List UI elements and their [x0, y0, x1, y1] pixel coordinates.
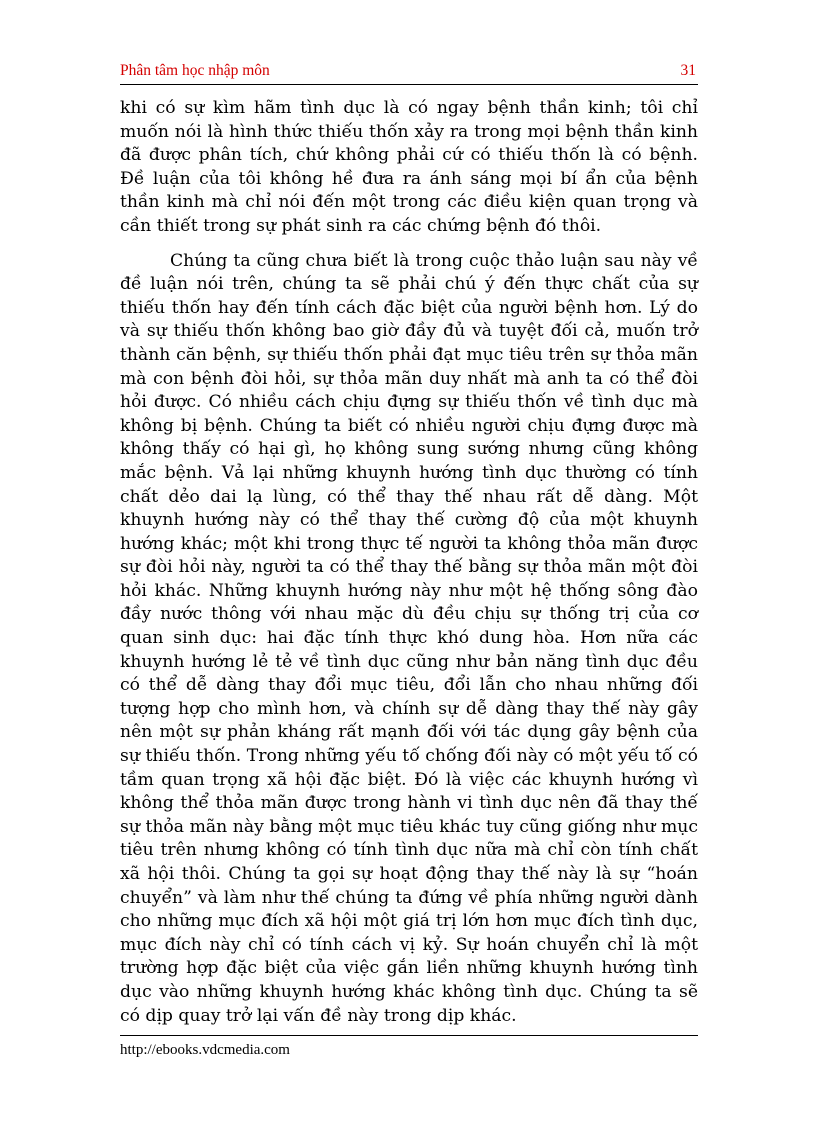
body-paragraph: Chúng ta cũng chưa biết là trong cuộc thảo luận sau này về đề luận nói trên, chúng ta sẽ phải chú ý đến thực chất của sự thiếu thốn hay đến tính cách đặc biệt của người bệnh hơn. Lý do và sự thiếu thốn không bao giờ đầy đủ và tuyệt đối cả, muốn trở thành căn bệnh, sự thiếu thốn phải đạt mục tiêu trên sự thỏa mãn mà con bệnh đòi hỏi, sự thỏa mãn duy nhất mà anh ta có thể đòi hỏi được. Có nhiều cách chịu đựng sự thiếu thốn về tình dục mà không bị bệnh. Chúng ta biết có nhiều người chịu đựng được mà không thấy có hại gì, họ không sung sướng nhưng cũng không mắc bệnh. Vả lại những khuynh hướng tình dục thường có tính chất dẻo dai lạ lùng, có thể thay thế nhau rất dễ dàng. Một khuynh hướng này có thể thay thế cường độ của một khuynh hướng khác; một khi trong thực tế người ta không thỏa mãn được sự đòi hỏi này, người ta có thể thay thế bằng sự thỏa mãn một đòi hỏi khác. Những khuynh hướng này như một hệ thống sông đào đầy nước thông với nhau mặc dù đều chịu sự thống trị của cơ quan sinh dục: hai đặc tính thực khó dung hòa. Hơn nữa các khuynh hướng lẻ tẻ về tình dục cũng như bản năng tình dục đều có thể dễ dàng thay đổi mục tiêu, đổi lẫn cho nhau những đối tượng hợp cho mình hơn, và chính sự dễ dàng thay thế này gây nên một sự phản kháng rất mạnh đối với tác dụng gây bệnh của sự thiếu thốn. Trong những yếu tố chống đối này có một yếu tố có tầm quan trọng xã hội đặc biệt. Đó là việc các khuynh hướng vì không thể thỏa mãn được trong hành vi tình dục nên đã thay thế sự thỏa mãn này bằng một mục tiêu khác tuy cũng giống như mục tiêu trên nhưng không có tính tình dục nữa mà chỉ còn tính chất xã hội thôi. Chúng ta gọi sự hoạt động thay thế này là sự “hoán chuyển” và làm như thế chúng ta đứng về phía những người dành cho những mục đích xã hội một giá trị lớn hơn mục đích tình dục, mục đích này chỉ có tính cách vị kỷ. Sự hoán chuyển chỉ là một trường hợp đặc biệt của việc gắn liền những khuynh hướng tình dục vào những khuynh hướng khác không tình dục. Chúng ta sẽ có dịp quay trở lại vấn đề này trong dịp khác. — [120, 250, 698, 1026]
body-paragraph: khi có sự kìm hãm tình dục là có ngay bệnh thần kinh; tôi chỉ muốn nói là hình thức thiếu thốn xảy ra trong mọi bệnh thần kinh đã được phân tích, chứ không phải cứ có thiếu thốn là có bệnh. Đề luận của tôi không hề đưa ra ánh sáng mọi bí ẩn của bệnh thần kinh mà chỉ nói đến một trong các điều kiện quan trọng và cần thiết trong sự phát sinh ra các chứng bệnh đó thôi. — [120, 98, 698, 236]
book-title: Phân tâm học nhập môn — [120, 62, 270, 79]
footer-link[interactable]: http://ebooks.vdcmedia.com — [120, 1042, 290, 1058]
page-number: 31 — [680, 62, 696, 79]
page-footer — [120, 1035, 698, 1059]
page-body — [120, 97, 698, 1028]
page-header — [120, 60, 698, 85]
